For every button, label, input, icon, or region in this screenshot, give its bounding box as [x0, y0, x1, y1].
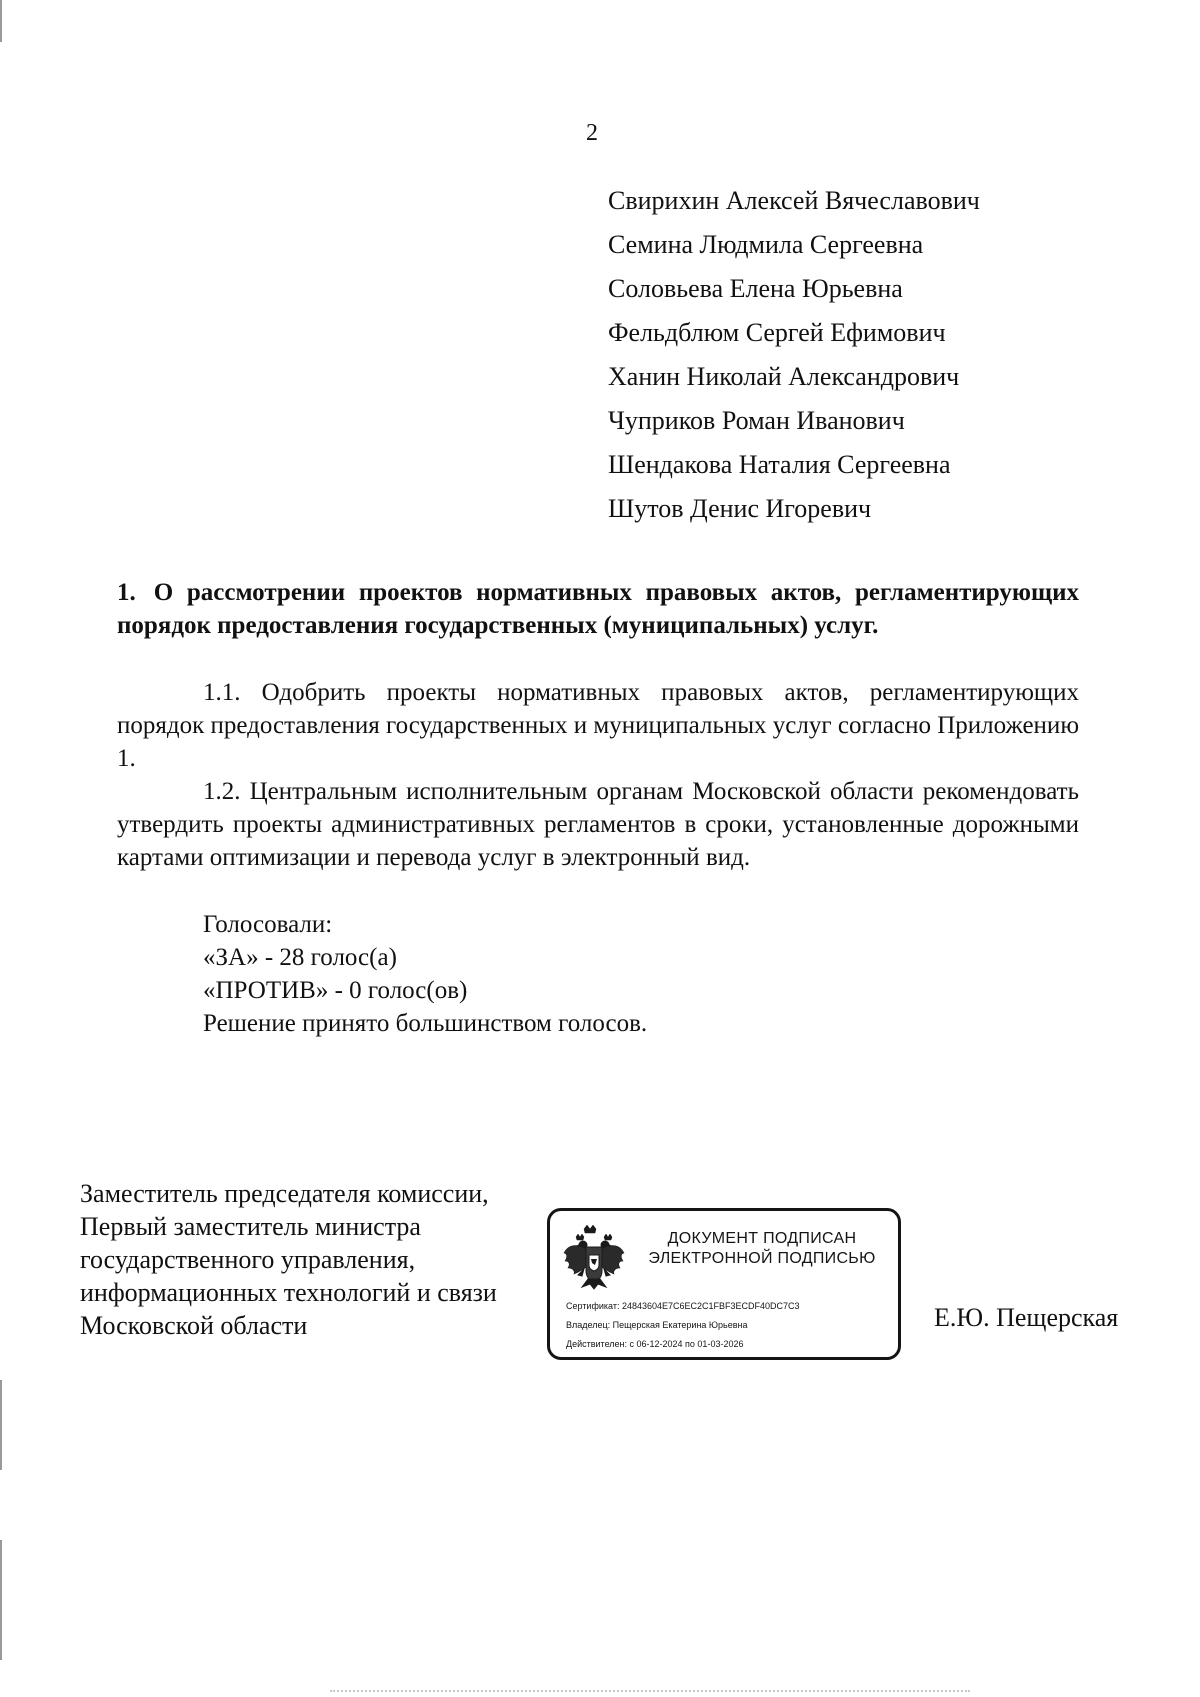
stamp-title [632, 1229, 892, 1269]
stamp-title-line: ДОКУМЕНТ ПОДПИСАН [667, 1230, 857, 1247]
vote-result: Решение принято большинством голосов. [203, 1010, 648, 1037]
scan-edge-mark [0, 1540, 2, 1660]
russian-coat-of-arms-icon [562, 1223, 626, 1291]
members-list [608, 185, 980, 537]
member-name: Соловьева Елена Юрьевна [608, 274, 903, 303]
scan-edge-mark [0, 0, 2, 42]
signer-position-line: Заместитель председателя комиссии, [80, 1179, 489, 1208]
member-name: Ханин Николай Александрович [608, 362, 960, 391]
agenda-section [117, 576, 1079, 1040]
decision-paragraph: 1.2. Центральным исполнительным органам Московской области рекомендовать утвердить проекты административных регламентов в сроки, установленные дорожными картами оптимизации и перевода услуг в электронный вид. [117, 778, 1079, 871]
vote-for: «ЗА» - 28 голос(а) [203, 944, 397, 971]
vote-against: «ПРОТИВ» - 0 голос(ов) [203, 977, 468, 1004]
section-number: 1. [117, 579, 136, 606]
page-number: 2 [586, 120, 598, 146]
signer-position-line: информационных технологий и связи [80, 1278, 497, 1307]
section-title [117, 576, 1079, 642]
scan-noise [330, 1690, 970, 1692]
signer-position-line: государственного управления, [80, 1245, 416, 1274]
signer-position-line: Первый заместитель министра [80, 1212, 421, 1241]
scan-edge-mark [0, 1380, 2, 1470]
signer-name: Е.Ю. Пещерская [934, 1303, 1119, 1332]
member-name: Шутов Денис Игоревич [608, 494, 872, 523]
member-name: Шендакова Наталия Сергеевна [608, 450, 951, 479]
stamp-certificate: Сертификат: 24843604E7C6EC2C1FBF3ECDF40DC7C3 [566, 1301, 800, 1311]
member-name: Чуприков Роман Иванович [608, 406, 905, 435]
member-name: Семина Людмила Сергеевна [608, 230, 924, 259]
stamp-details [566, 1297, 800, 1354]
decision-paragraph: 1.1. Одобрить проекты нормативных правовых актов, регламентирующих порядок предоставления государственных и муниципальных услуг согласно Приложению 1. [117, 679, 1079, 772]
electronic-signature-stamp [547, 1208, 901, 1360]
member-name: Свирихин Алексей Вячеславович [608, 186, 980, 215]
member-name: Фельдблюм Сергей Ефимович [608, 318, 946, 347]
stamp-title-line: ЭЛЕКТРОННОЙ ПОДПИСЬЮ [648, 1250, 876, 1267]
signer-position-line: Московской области [80, 1311, 308, 1340]
stamp-owner: Владелец: Пещерская Екатерина Юрьевна [566, 1320, 748, 1330]
vote-block [203, 908, 1079, 1040]
signer-position [80, 1177, 497, 1342]
vote-heading: Голосовали: [203, 911, 333, 938]
stamp-validity: Действителен: с 06-12-2024 по 01-03-2026 [566, 1339, 744, 1349]
section-title-text: О рассмотрении проектов нормативных правовых актов, регламентирующих порядок предоставления государственных (муниципальных) услуг. [117, 579, 1079, 639]
